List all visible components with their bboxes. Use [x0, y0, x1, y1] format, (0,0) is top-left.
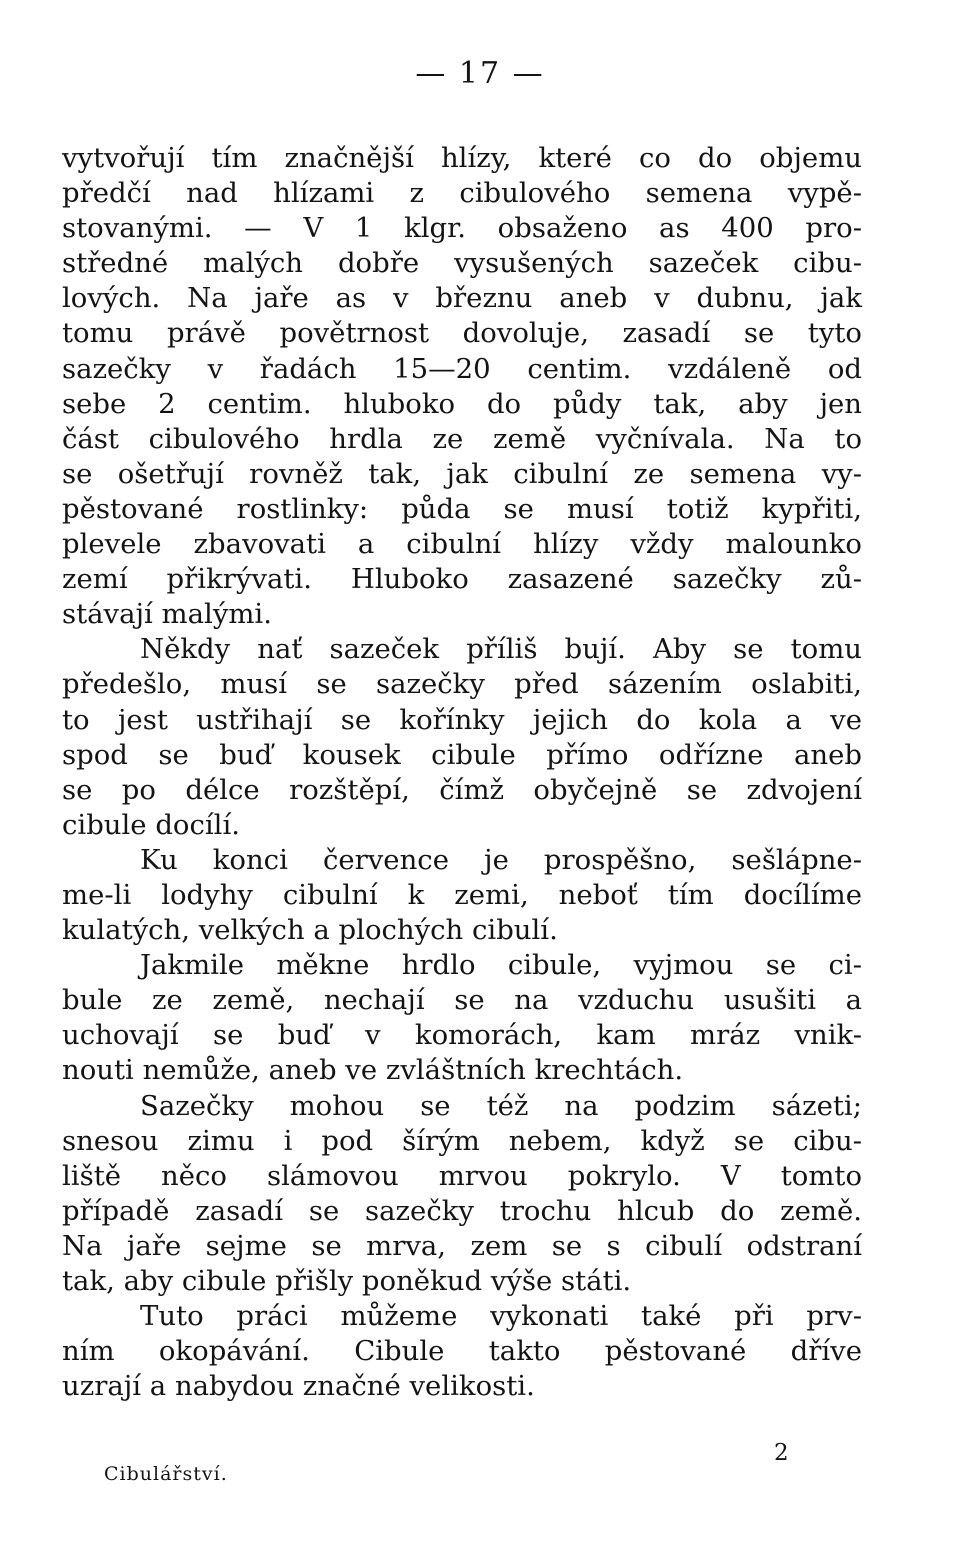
text-line: zemí přikrývati. Hluboko zasazené sazečky zů- — [62, 563, 862, 596]
body-text — [62, 141, 862, 1404]
text-line: sebe 2 centim. hluboko do půdy tak, aby jen — [62, 387, 862, 420]
text-line: středné malých dobře vysušených sazeček cibu- — [62, 247, 862, 280]
text-line: uzrají a nabydou značné velikosti. — [62, 1370, 535, 1403]
text-line: me-li lodyhy cibulní k zemi, neboť tím docílíme — [62, 878, 862, 911]
text-line: Na jaře sejme se mrva, zem se s cibulí odstraní — [62, 1229, 862, 1262]
text-line: Někdy nať sazeček příliš bují. Aby se tomu — [140, 633, 862, 666]
text-line: vytvořují tím značnější hlízy, které co do objemu — [62, 142, 862, 174]
text-line: tomu právě povětrnost dovoluje, zasadí se tyto — [62, 317, 862, 350]
text-line: stovanými. — V 1 klgr. obsaženo as 400 pro- — [62, 212, 862, 245]
text-line: předčí nad hlízami z cibulového semena vypě- — [62, 177, 862, 210]
text-line: kulatých, velkých a plochých cibulí. — [62, 914, 558, 947]
text-line: Tuto práci můžeme vykonati také při prv- — [140, 1300, 862, 1333]
text-line: snesou zimu i pod šírým nebem, když se cibu- — [62, 1124, 862, 1157]
text-line: případě zasadí se sazečky trochu hlcub do země. — [62, 1194, 862, 1227]
footer-title: Cibulářství. — [104, 1463, 228, 1485]
text-line: část cibulového hrdla ze země vyčnívala. Na to — [62, 422, 862, 455]
text-line: předešlo, musí se sazečky před sázením oslabiti, — [62, 668, 862, 701]
text-line: bule ze země, nechají se na vzduchu usušiti a — [62, 984, 862, 1017]
text-line: sazečky v řadách 15—20 centim. vzdáleně od — [62, 352, 862, 385]
text-line: se ošetřují rovněž tak, jak cibulní ze semena vy- — [62, 457, 862, 490]
text-line: uchovají se buď v komorách, kam mráz vnik- — [62, 1019, 862, 1052]
page-number: — 17 — — [415, 56, 545, 91]
signature-mark: 2 — [774, 1440, 789, 1466]
text-line: cibule docílí. — [62, 808, 241, 841]
text-line: nouti nemůže, aneb ve zvláštních krechtách. — [62, 1054, 684, 1087]
text-line: stávají malými. — [62, 598, 272, 631]
text-line: tak, aby cibule přišly poněkud výše státi. — [62, 1265, 632, 1297]
text-line: spod se buď kousek cibule přímo odřízne aneb — [62, 738, 862, 771]
text-line: plevele zbavovati a cibulní hlízy vždy malounko — [62, 528, 862, 561]
text-line: lových. Na jaře as v březnu aneb v dubnu, jak — [62, 282, 862, 315]
text-line: ním okopávání. Cibule takto pěstované dříve — [62, 1335, 862, 1368]
text-line: Sazečky mohou se též na podzim sázeti; — [140, 1089, 862, 1122]
text-line: se po délce rozštěpí, čímž obyčejně se zdvojení — [62, 773, 862, 806]
text-line: Ku konci července je prospěšno, sešlápne- — [140, 843, 862, 876]
text-line: to jest ustřihají se kořínky jejich do kola a ve — [62, 703, 862, 736]
text-line: liště něco slámovou mrvou pokrylo. V tomto — [62, 1159, 862, 1192]
text-line: Jakmile měkne hrdlo cibule, vyjmou se ci- — [140, 949, 862, 982]
text-line: pěstované rostlinky: půda se musí totiž kypřiti, — [62, 492, 862, 525]
